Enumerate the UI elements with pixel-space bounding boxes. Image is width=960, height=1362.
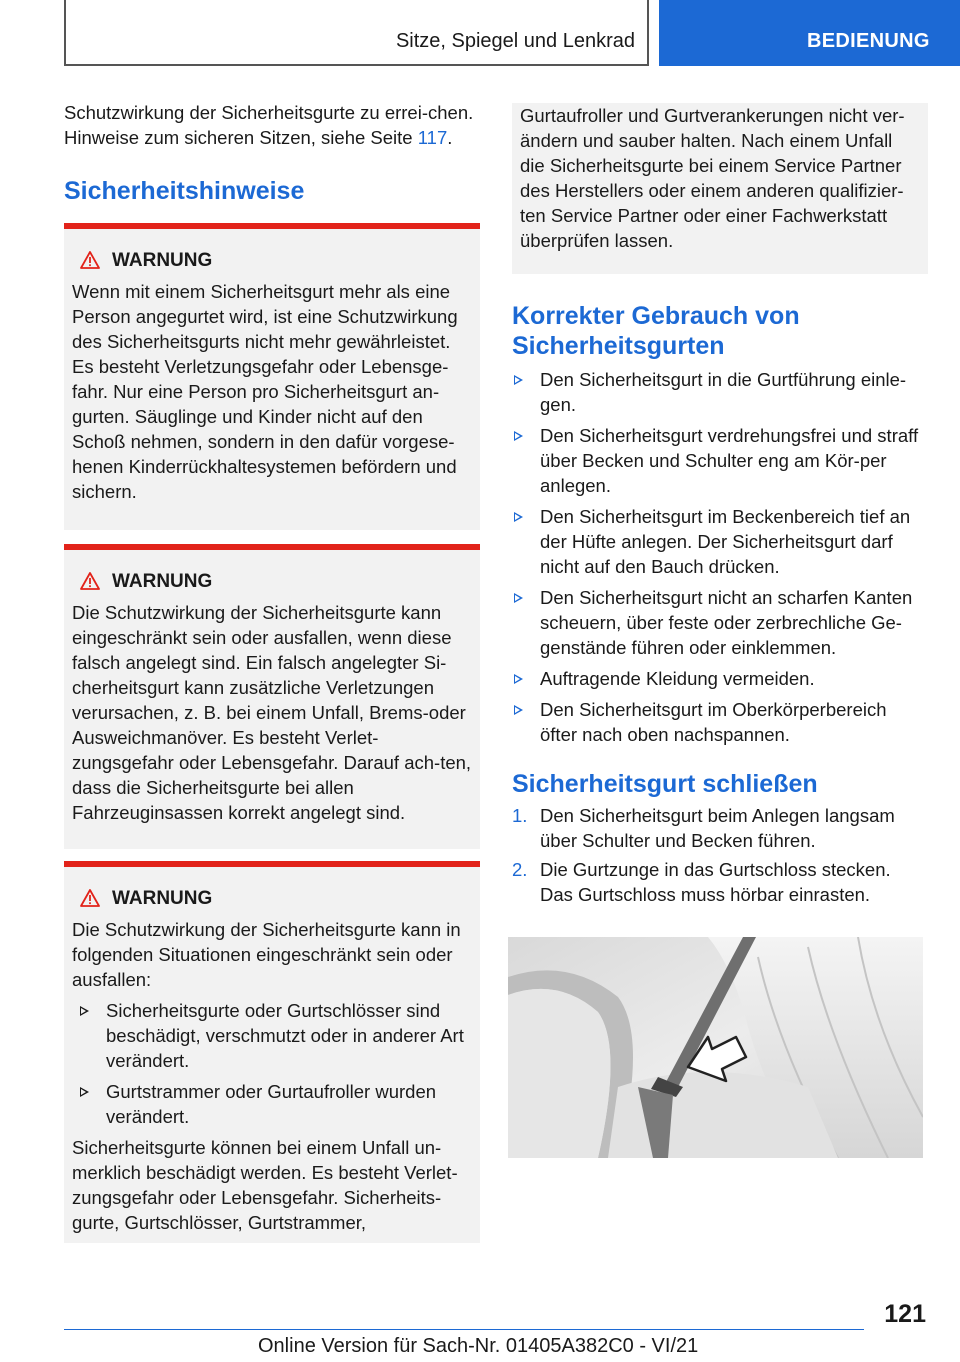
warning-header: [72, 887, 472, 909]
warning-triangle-icon: [72, 887, 112, 909]
warning-box-3: [64, 861, 480, 1243]
list-item: Den Sicherheitsgurt in die Gurtführung einle-gen.: [512, 367, 928, 417]
left-column: [64, 100, 480, 1243]
header-section-box: [64, 0, 649, 66]
warning-label: WARNUNG: [112, 887, 213, 909]
list-item: Auftragende Kleidung vermeiden.: [512, 666, 928, 691]
list-item: Sicherheitsgurte oder Gurtschlösser sind beschädigt, verschmutzt oder in anderer Art verändert.: [78, 998, 472, 1073]
header-chapter-label: BEDIENUNG: [807, 30, 930, 52]
warning-text: Wenn mit einem Sicherheitsgurt mehr als eine Person angegurtet wird, ist eine Schutzwirkung des Sicherheitsgurts nicht mehr gewährleistet. Es besteht Verletzungsgefahr oder Lebensge-fahr. Nur eine Person pro Sicherheitsgurt an-gurten. Säuglinge und Kinder nicht auf den Schoß nehmen, sondern in den dafür vorgese-henen Kinderrückhaltesystemen befördern und sichern.: [72, 281, 458, 502]
continued-warning-box: [512, 103, 928, 274]
seatbelt-illustration: [508, 937, 923, 1158]
header-chapter-tab[interactable]: [659, 0, 960, 66]
list-item: Den Sicherheitsgurt nicht an scharfen Kanten scheuern, über feste oder zerbrechliche Ge-genstände führen oder einklemmen.: [512, 585, 928, 660]
list-item: Den Sicherheitsgurt im Oberkörperbereich öfter nach oben nachspannen.: [512, 697, 928, 747]
warning-triangle-icon: [72, 570, 112, 592]
step-text: Den Sicherheitsgurt beim Anlegen langsam über Schulter und Becken führen.: [540, 805, 895, 851]
list-item: Gurtstrammer oder Gurtaufroller wurden verändert.: [78, 1079, 472, 1129]
steps-list: [512, 803, 928, 907]
warning-bullet-list: [78, 998, 472, 1129]
page-number: 121: [884, 1300, 926, 1328]
page-link[interactable]: 117: [417, 127, 448, 148]
warning-label: WARNUNG: [112, 570, 213, 592]
footer-divider: [64, 1329, 864, 1330]
step-number: 1.: [512, 805, 528, 826]
warning-text: Die Schutzwirkung der Sicherheitsgurte kann in folgenden Situationen eingeschränkt sein oder ausfallen:: [72, 919, 461, 990]
intro-paragraph: Schutzwirkung der Sicherheitsgurte zu errei-chen. Hinweise zum sicheren Sitzen, siehe Seite 117.: [64, 102, 474, 148]
right-column: [512, 103, 928, 907]
continued-warning-text: Gurtaufroller und Gurtverankerungen nicht ver-ändern und sauber halten. Nach einem Unfall die Sicherheitsgurte bei einem Service Partner des Herstellers oder einem anderen qualifizier-ten Service Partner oder einer Fachwerkstatt überprüfen lassen.: [520, 105, 905, 251]
heading-sicherheitshinweise: Sicherheitshinweise: [64, 177, 305, 205]
heading-gurt-schliessen: Sicherheitsgurt schließen: [512, 770, 818, 798]
warning-box-1: [64, 223, 480, 530]
warning-text: Die Schutzwirkung der Sicherheitsgurte kann eingeschränkt sein oder ausfallen, wenn diese falsch angelegt sind. Ein falsch angelegter Si-cherheitsgurt kann zusätzliche Verletzungen verursachen, z. B. bei einem Unfall, Brems-oder Ausweichmanöver. Es besteht Verlet-zungsgefahr oder Lebensgefahr. Darauf ach-ten, dass die Sicherheitsgurte bei allen Fahrzeuginsassen korrekt angelegt sind.: [72, 602, 472, 823]
heading-korrekter-gebrauch: Korrekter Gebrauch von Sicherheitsgurten: [512, 302, 800, 360]
list-item: Den Sicherheitsgurt im Beckenbereich tief an der Hüfte anlegen. Der Sicherheitsgurt darf nicht auf den Bauch drücken.: [512, 504, 928, 579]
warning-header: [72, 570, 472, 592]
warning-label: WARNUNG: [112, 249, 213, 271]
step-text: Die Gurtzunge in das Gurtschloss stecken. Das Gurtschloss muss hörbar einrasten.: [540, 859, 891, 905]
step-item: [512, 857, 928, 907]
warning-box-2: [64, 544, 480, 849]
warning-text-continued: Sicherheitsgurte können bei einem Unfall un-merklich beschädigt werden. Es besteht Verlet-zungsgefahr oder Lebensgefahr. Sicherheits-gurte, Gurtschlösser, Gurtstrammer,: [72, 1137, 458, 1233]
warning-header: [72, 249, 472, 271]
footer-text: Online Version für Sach-Nr. 01405A382C0 - VI/21: [258, 1335, 699, 1357]
warning-triangle-icon: [72, 249, 112, 271]
list-item: Den Sicherheitsgurt verdrehungsfrei und straff über Becken und Schulter eng am Kör-per anlegen.: [512, 423, 928, 498]
header-section-title: Sitze, Spiegel und Lenkrad: [395, 30, 635, 52]
step-item: [512, 803, 928, 853]
step-number: 2.: [512, 859, 528, 880]
usage-bullet-list: [512, 367, 928, 747]
